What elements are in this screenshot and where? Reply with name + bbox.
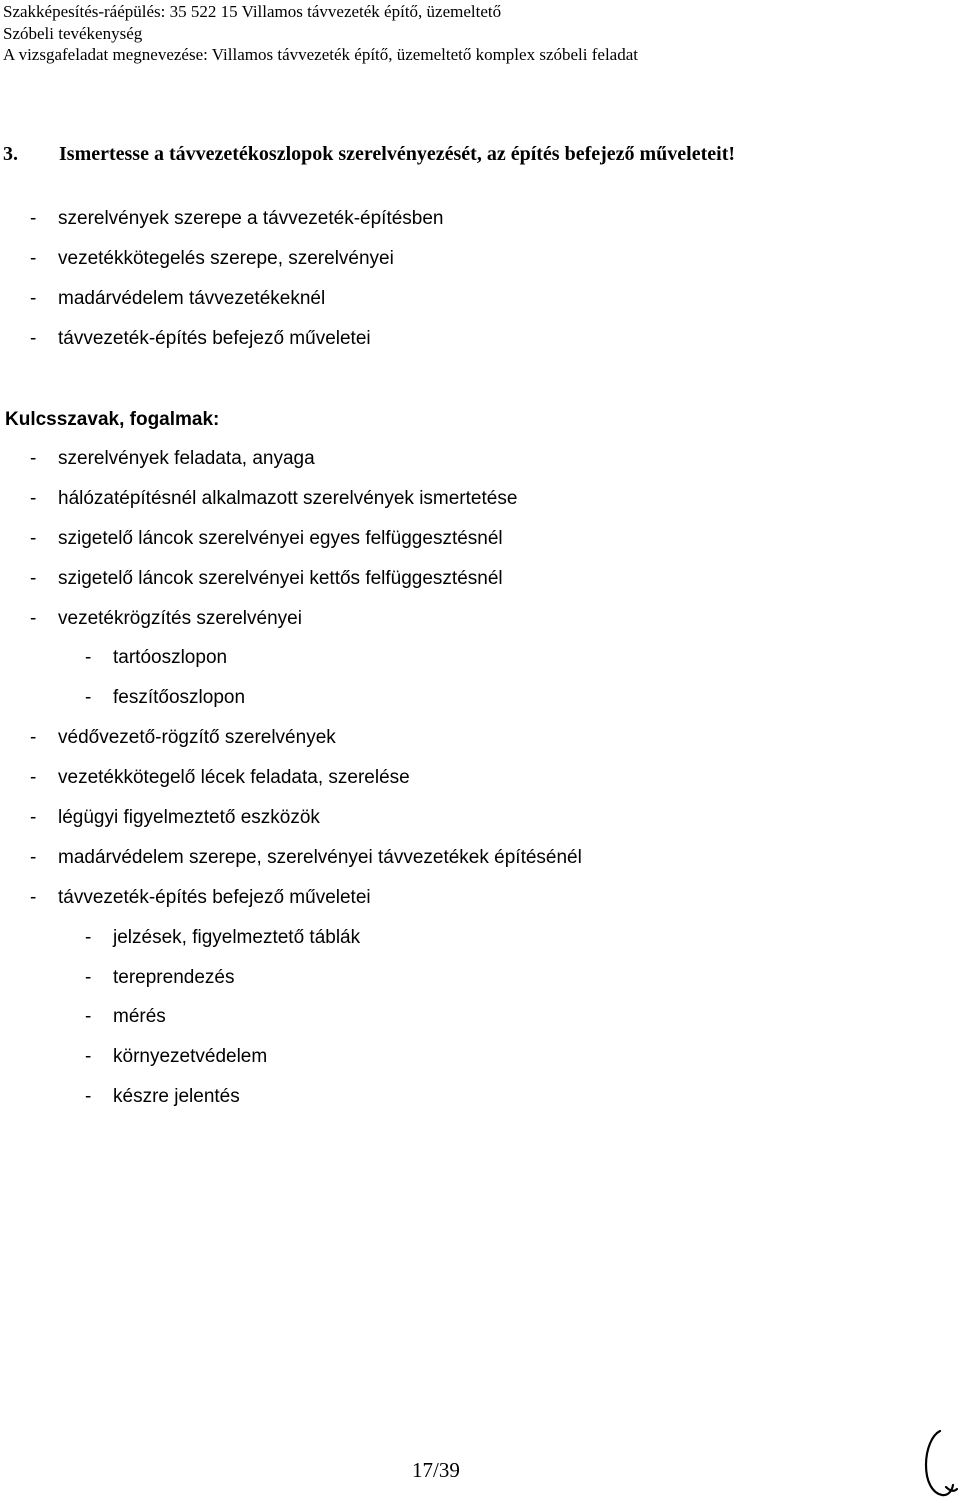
list-item-text: vezetékkötegelő lécek feladata, szerelése: [58, 767, 410, 789]
list-item-text: tereprendezés: [113, 966, 235, 988]
bullet-dash: -: [85, 1046, 92, 1068]
bullet-dash: -: [85, 926, 92, 948]
bullet-dash: -: [85, 647, 92, 669]
list-item: [30, 767, 582, 807]
list-item: [30, 727, 582, 767]
signature-mark: [920, 1425, 958, 1500]
list-item-text: feszítőoszlopon: [113, 687, 246, 709]
list-item-text: madárvédelem távvezetékeknél: [58, 287, 326, 309]
bullet-dash: -: [85, 1006, 92, 1028]
keyword-list: [30, 448, 582, 1126]
bullet-dash: -: [30, 247, 37, 269]
list-item: [30, 568, 582, 608]
task-text: Ismertesse a távvezetékoszlopok szerelvényezését, az építés befejező műveleteit!: [59, 143, 736, 165]
bullet-dash: -: [30, 287, 37, 309]
bullet-dash: -: [85, 966, 92, 988]
bullet-dash: -: [30, 767, 37, 789]
header-exam-task: A vizsgafeladat megnevezése: Villamos távvezeték építő, üzemeltető komplex szóbeli feladat: [3, 45, 638, 64]
list-item-text: szigetelő láncok szerelvényei egyes felfüggesztésnél: [58, 527, 503, 549]
list-item-text: szerelvények feladata, anyaga: [58, 448, 315, 469]
header-qualification: Szakképesítés-ráépülés: 35 522 15 Villamos távvezeték építő, üzemeltető: [3, 2, 502, 21]
bullet-dash: -: [30, 208, 37, 229]
list-item-text: szerelvények szerepe a távvezeték-építésben: [58, 208, 444, 229]
list-item-text: védővezető-rögzítő szerelvények: [58, 727, 336, 749]
sub-list-item: [30, 687, 582, 727]
task-number: 3.: [3, 143, 18, 165]
list-item: [30, 807, 582, 847]
sub-list-item: [30, 647, 582, 687]
sub-list-item: [30, 1086, 582, 1126]
list-item-text: madárvédelem szerepe, szerelvényei távvezetékek építésénél: [58, 846, 582, 868]
list-item: [30, 528, 582, 568]
list-item-text: tartóoszlopon: [113, 647, 228, 669]
bullet-dash: -: [30, 886, 37, 908]
list-item-text: légügyi figyelmeztető eszközök: [58, 807, 320, 829]
keywords-heading: Kulcsszavak, fogalmak:: [5, 409, 220, 430]
bullet-dash: -: [30, 607, 37, 629]
bullet-dash: -: [85, 1086, 92, 1108]
list-item: [30, 448, 582, 488]
sub-list-item: [30, 967, 582, 1007]
list-item-text: mérés: [113, 1006, 166, 1028]
list-item-text: távvezeték-építés befejező műveletei: [58, 886, 371, 908]
bullet-dash: -: [30, 567, 37, 589]
list-item: [30, 208, 444, 248]
bullet-dash: -: [30, 727, 37, 749]
list-item-text: jelzések, figyelmeztető táblák: [113, 926, 361, 948]
sub-list-item: [30, 1006, 582, 1046]
list-item: [30, 488, 582, 528]
list-item-text: távvezeték-építés befejező műveletei: [58, 327, 371, 349]
sub-list-item: [30, 1046, 582, 1086]
list-item: [30, 248, 444, 288]
list-item: [30, 847, 582, 887]
bullet-dash: -: [30, 327, 37, 349]
sub-list-item: [30, 927, 582, 967]
bullet-dash: -: [30, 448, 37, 469]
bullet-dash: -: [85, 687, 92, 709]
list-item-text: vezetékkötegelés szerepe, szerelvényei: [58, 247, 394, 269]
list-item-text: hálózatépítésnél alkalmazott szerelvények ismertetése: [58, 487, 518, 509]
header-activity: Szóbeli tevékenység: [3, 24, 143, 43]
topic-list: [30, 208, 444, 368]
list-item-text: vezetékrögzítés szerelvényei: [58, 607, 302, 629]
task-heading: [3, 143, 735, 166]
bullet-dash: -: [30, 527, 37, 549]
list-item-text: készre jelentés: [113, 1086, 240, 1108]
list-item: [30, 887, 582, 927]
bullet-dash: -: [30, 487, 37, 509]
bullet-dash: -: [30, 846, 37, 868]
bullet-dash: -: [30, 807, 37, 829]
list-item: [30, 288, 444, 328]
page-number: 17/39: [412, 1458, 460, 1482]
list-item-text: szigetelő láncok szerelvényei kettős felfüggesztésnél: [58, 567, 503, 589]
list-item-text: környezetvédelem: [113, 1046, 268, 1068]
list-item: [30, 608, 582, 648]
list-item: [30, 328, 444, 368]
